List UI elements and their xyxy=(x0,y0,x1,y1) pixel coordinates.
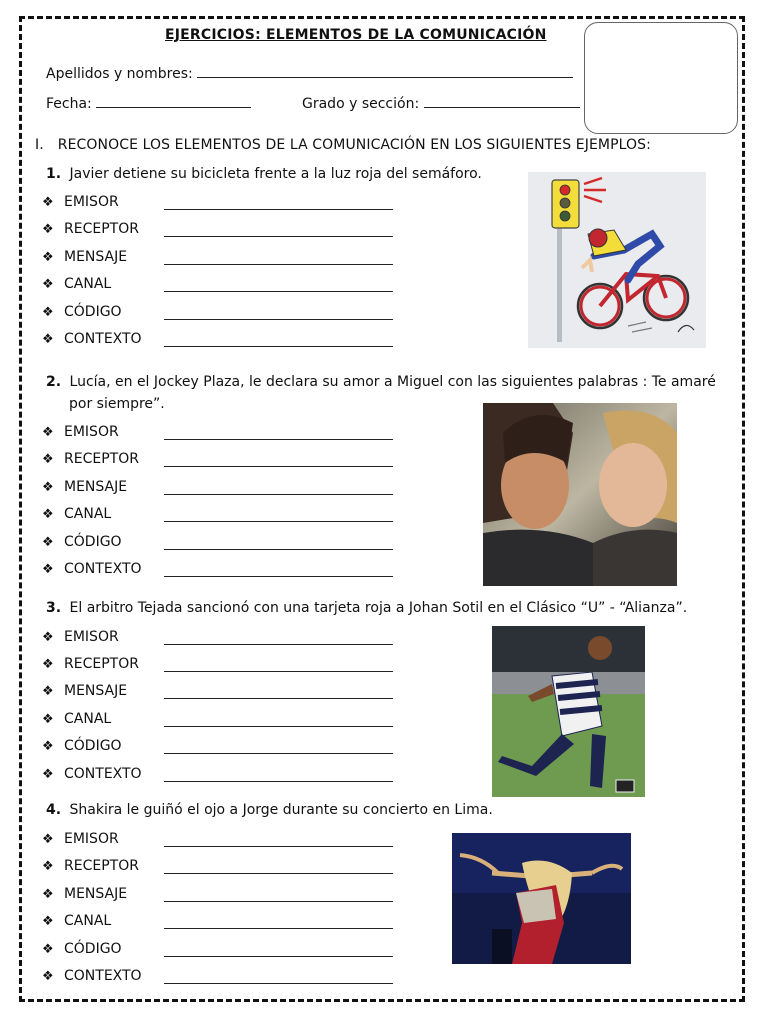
item-canal xyxy=(42,711,164,727)
answer-line[interactable] xyxy=(164,956,393,957)
answer-line[interactable] xyxy=(164,209,393,210)
answer-line[interactable] xyxy=(164,576,393,577)
item-contexto xyxy=(42,331,164,347)
item-label: CONTEXTO xyxy=(64,968,142,984)
item-canal xyxy=(42,506,164,522)
answer-line[interactable] xyxy=(164,901,393,902)
question-1 xyxy=(46,166,482,182)
item-receptor xyxy=(42,221,164,237)
diamond-bullet-icon: ❖ xyxy=(42,887,54,902)
name-field xyxy=(46,63,573,82)
item-label: CÓDIGO xyxy=(64,304,122,320)
diamond-bullet-icon: ❖ xyxy=(42,305,54,320)
name-line[interactable] xyxy=(197,63,573,78)
diamond-bullet-icon: ❖ xyxy=(42,195,54,210)
question-3 xyxy=(46,600,687,616)
item-label: MENSAJE xyxy=(64,886,128,902)
question-4 xyxy=(46,802,493,818)
answer-line[interactable] xyxy=(164,753,393,754)
item-label: CÓDIGO xyxy=(64,941,122,957)
item-label: RECEPTOR xyxy=(64,858,139,874)
answer-line[interactable] xyxy=(164,873,393,874)
item-label: CANAL xyxy=(64,913,112,929)
diamond-bullet-icon: ❖ xyxy=(42,452,54,467)
item-emisor xyxy=(42,831,164,847)
diamond-bullet-icon: ❖ xyxy=(42,535,54,550)
answer-line[interactable] xyxy=(164,439,393,440)
item-label: MENSAJE xyxy=(64,249,128,265)
item-label: EMISOR xyxy=(64,424,119,440)
date-label: Fecha: xyxy=(46,96,92,112)
answer-line[interactable] xyxy=(164,781,393,782)
question-number: 4. xyxy=(46,802,62,818)
section-heading-text: RECONOCE LOS ELEMENTOS DE LA COMUNICACIÓN EN LOS SIGUIENTES EJEMPLOS: xyxy=(57,137,651,153)
answer-line[interactable] xyxy=(164,236,393,237)
item-mensaje xyxy=(42,683,164,699)
item-label: EMISOR xyxy=(64,831,119,847)
answer-line[interactable] xyxy=(164,698,393,699)
diamond-bullet-icon: ❖ xyxy=(42,250,54,265)
item-label: MENSAJE xyxy=(64,683,128,699)
diamond-bullet-icon: ❖ xyxy=(42,277,54,292)
answer-line[interactable] xyxy=(164,549,393,550)
section-number: I. xyxy=(35,137,44,153)
item-label: CONTEXTO xyxy=(64,766,142,782)
item-receptor xyxy=(42,858,164,874)
diamond-bullet-icon: ❖ xyxy=(42,712,54,727)
answer-line[interactable] xyxy=(164,521,393,522)
answer-line[interactable] xyxy=(164,644,393,645)
answer-line[interactable] xyxy=(164,494,393,495)
item-label: CÓDIGO xyxy=(64,738,122,754)
item-emisor xyxy=(42,424,164,440)
diamond-bullet-icon: ❖ xyxy=(42,767,54,782)
worksheet-title: EJERCICIOS: ELEMENTOS DE LA COMUNICACIÓN xyxy=(165,27,547,43)
date-line[interactable] xyxy=(96,93,251,108)
date-field xyxy=(46,93,251,112)
question-text: Javier detiene su bicicleta frente a la luz roja del semáforo. xyxy=(69,166,482,182)
name-label: Apellidos y nombres: xyxy=(46,66,193,82)
item-emisor xyxy=(42,629,164,645)
item-label: RECEPTOR xyxy=(64,656,139,672)
item-contexto xyxy=(42,968,164,984)
diamond-bullet-icon: ❖ xyxy=(42,562,54,577)
couple-photo xyxy=(483,403,677,586)
item-mensaje xyxy=(42,886,164,902)
diamond-bullet-icon: ❖ xyxy=(42,425,54,440)
item-label: EMISOR xyxy=(64,629,119,645)
question-text: Shakira le guiñó el ojo a Jorge durante su concierto en Lima. xyxy=(69,802,493,818)
answer-line[interactable] xyxy=(164,983,393,984)
answer-line[interactable] xyxy=(164,319,393,320)
diamond-bullet-icon: ❖ xyxy=(42,859,54,874)
photo-box xyxy=(584,22,738,134)
answer-line[interactable] xyxy=(164,928,393,929)
item-label: CONTEXTO xyxy=(64,561,142,577)
item-contexto xyxy=(42,766,164,782)
item-emisor xyxy=(42,194,164,210)
answer-line[interactable] xyxy=(164,264,393,265)
diamond-bullet-icon: ❖ xyxy=(42,480,54,495)
item-label: CANAL xyxy=(64,506,112,522)
answer-line[interactable] xyxy=(164,291,393,292)
question-number: 1. xyxy=(46,166,62,182)
diamond-bullet-icon: ❖ xyxy=(42,942,54,957)
diamond-bullet-icon: ❖ xyxy=(42,222,54,237)
item-label: CANAL xyxy=(64,276,112,292)
item-label: CÓDIGO xyxy=(64,534,122,550)
diamond-bullet-icon: ❖ xyxy=(42,832,54,847)
diamond-bullet-icon: ❖ xyxy=(42,739,54,754)
item-label: CANAL xyxy=(64,711,112,727)
section-heading xyxy=(35,137,651,153)
question-number: 3. xyxy=(46,600,62,616)
answer-line[interactable] xyxy=(164,846,393,847)
grade-label: Grado y sección: xyxy=(302,96,420,112)
item-label: MENSAJE xyxy=(64,479,128,495)
question-text: Lucía, en el Jockey Plaza, le declara su amor a Miguel con las siguientes palabras : Te amaré xyxy=(69,374,716,390)
singer-concert-photo xyxy=(452,833,631,964)
item-mensaje xyxy=(42,479,164,495)
item-codigo xyxy=(42,738,164,754)
diamond-bullet-icon: ❖ xyxy=(42,507,54,522)
grade-line[interactable] xyxy=(424,93,580,108)
grade-field xyxy=(302,93,580,112)
item-canal xyxy=(42,276,164,292)
diamond-bullet-icon: ❖ xyxy=(42,657,54,672)
item-mensaje xyxy=(42,249,164,265)
answer-line[interactable] xyxy=(164,346,393,347)
cyclist-traffic-light-image xyxy=(528,172,706,348)
item-label: CONTEXTO xyxy=(64,331,142,347)
answer-line[interactable] xyxy=(164,726,393,727)
diamond-bullet-icon: ❖ xyxy=(42,684,54,699)
diamond-bullet-icon: ❖ xyxy=(42,332,54,347)
question-text: El arbitro Tejada sancionó con una tarjeta roja a Johan Sotil en el Clásico “U” - “Alianza”. xyxy=(69,600,688,616)
item-receptor xyxy=(42,451,164,467)
item-canal xyxy=(42,913,164,929)
answer-line[interactable] xyxy=(164,671,393,672)
diamond-bullet-icon: ❖ xyxy=(42,969,54,984)
question-2-continuation: por siempre”. xyxy=(69,396,165,412)
answer-line[interactable] xyxy=(164,466,393,467)
diamond-bullet-icon: ❖ xyxy=(42,630,54,645)
item-label: EMISOR xyxy=(64,194,119,210)
question-number: 2. xyxy=(46,374,62,390)
diamond-bullet-icon: ❖ xyxy=(42,914,54,929)
item-label: RECEPTOR xyxy=(64,221,139,237)
question-2 xyxy=(46,374,716,390)
item-receptor xyxy=(42,656,164,672)
item-contexto xyxy=(42,561,164,577)
football-player-photo xyxy=(492,626,645,797)
item-codigo xyxy=(42,941,164,957)
item-label: RECEPTOR xyxy=(64,451,139,467)
item-codigo xyxy=(42,304,164,320)
item-codigo xyxy=(42,534,164,550)
